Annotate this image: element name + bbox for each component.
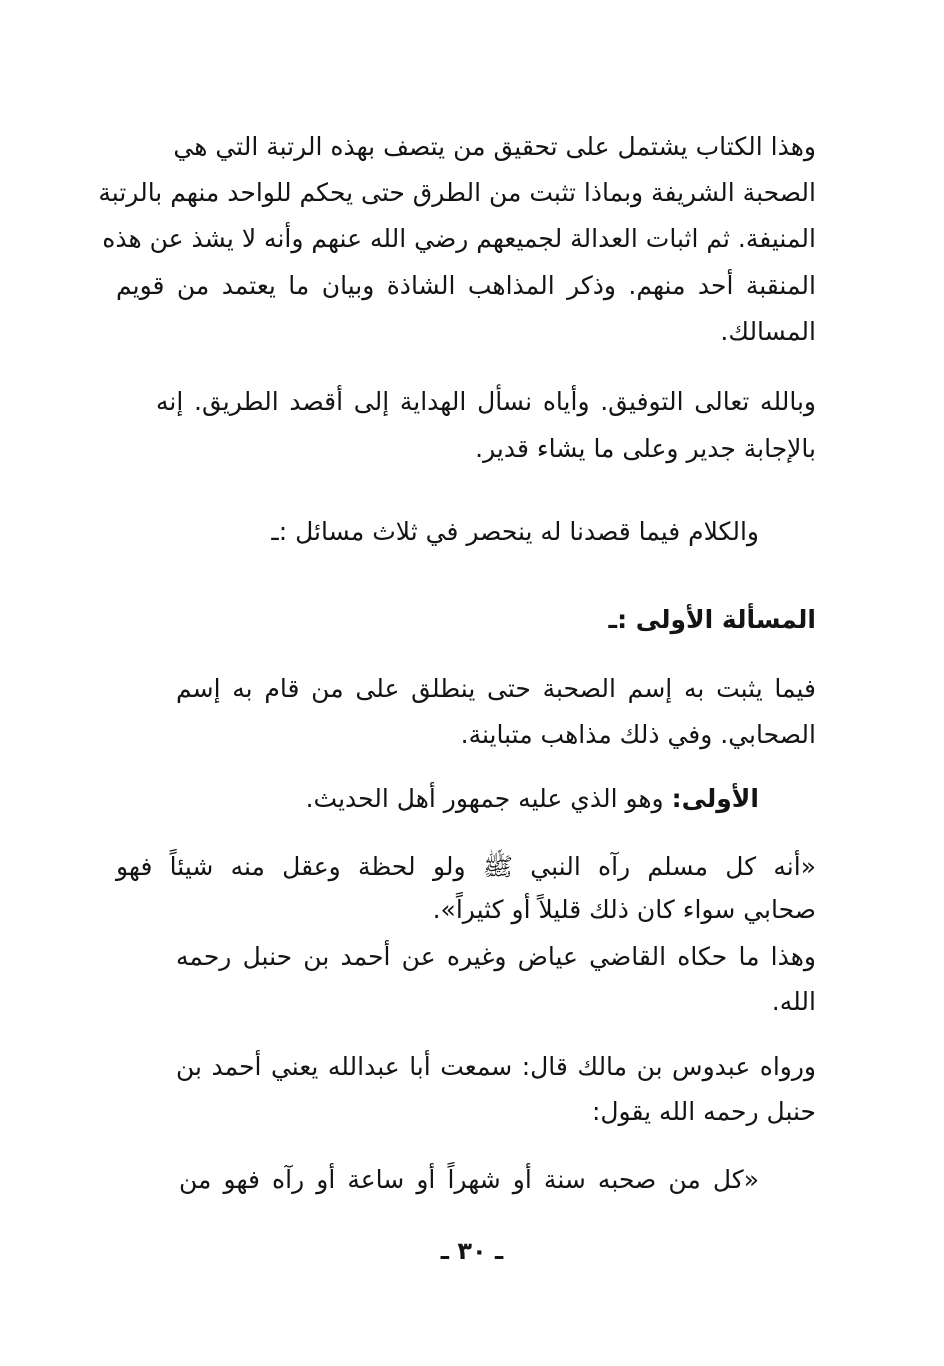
- quote-2-line-1: «كل من صحبه سنة أو شهراً أو ساعة أو رآه فهو من: [179, 1165, 759, 1194]
- first-view-label: الأولى:: [671, 784, 759, 813]
- paragraph-7-line-1: وهذا ما حكاه القاضي عياض وغيره عن أحمد بن حنبل رحمه: [176, 942, 816, 971]
- paragraph-3: والكلام فيما قصدنا له ينحصر في ثلاث مسائل :ـ: [271, 517, 759, 546]
- paragraph-4-line-2: الصحابي. وفي ذلك مذاهب متباينة.: [460, 720, 816, 749]
- paragraph-8-line-2: حنبل رحمه الله يقول:: [591, 1097, 816, 1126]
- quote-1-line-1: «أنه كل مسلم رآه النبي ﷺ ولو لحظة وعقل منه شيئاً فهو: [116, 852, 816, 881]
- paragraph-8-line-1: ورواه عبدوس بن مالك قال: سمعت أبا عبدالله يعني أحمد بن: [176, 1052, 816, 1081]
- first-view-text: وهو الذي عليه جمهور أهل الحديث.: [305, 784, 664, 813]
- paragraph-5: [159, 782, 759, 816]
- quote-1-line-2: صحابي سواء كان ذلك قليلاً أو كثيراً».: [432, 895, 816, 924]
- paragraph-1-line-3: المنيفة. ثم اثبات العدالة لجميعهم رضي الله عنهم وأنه لا يشذ عن هذه: [102, 224, 816, 253]
- section-heading: المسألة الأولى :ـ: [608, 605, 816, 634]
- paragraph-1-line-1: وهذا الكتاب يشتمل على تحقيق من يتصف بهذه الرتبة التي هي: [173, 132, 816, 161]
- paragraph-2-line-1: وبالله تعالى التوفيق. وأياه نسأل الهداية إلى أقصد الطريق. إنه: [156, 387, 816, 416]
- page-number: ـ ٣٠ ـ: [440, 1237, 504, 1265]
- paragraph-1-line-5: المسالك.: [720, 317, 816, 346]
- paragraph-4-line-1: فيما يثبت به إسم الصحبة حتى ينطلق على من قام به إسم: [176, 674, 816, 703]
- paragraph-2-line-2: بالإجابة جدير وعلى ما يشاء قدير.: [475, 434, 816, 463]
- paragraph-1-line-4: المنقبة أحد منهم. وذكر المذاهب الشاذة وبيان ما يعتمد من قويم: [116, 271, 816, 300]
- paragraph-7-line-2: الله.: [771, 987, 816, 1016]
- paragraph-1-line-2: الصحبة الشريفة وبماذا تثبت من الطرق حتى يحكم للواحد منهم بالرتبة: [98, 178, 816, 207]
